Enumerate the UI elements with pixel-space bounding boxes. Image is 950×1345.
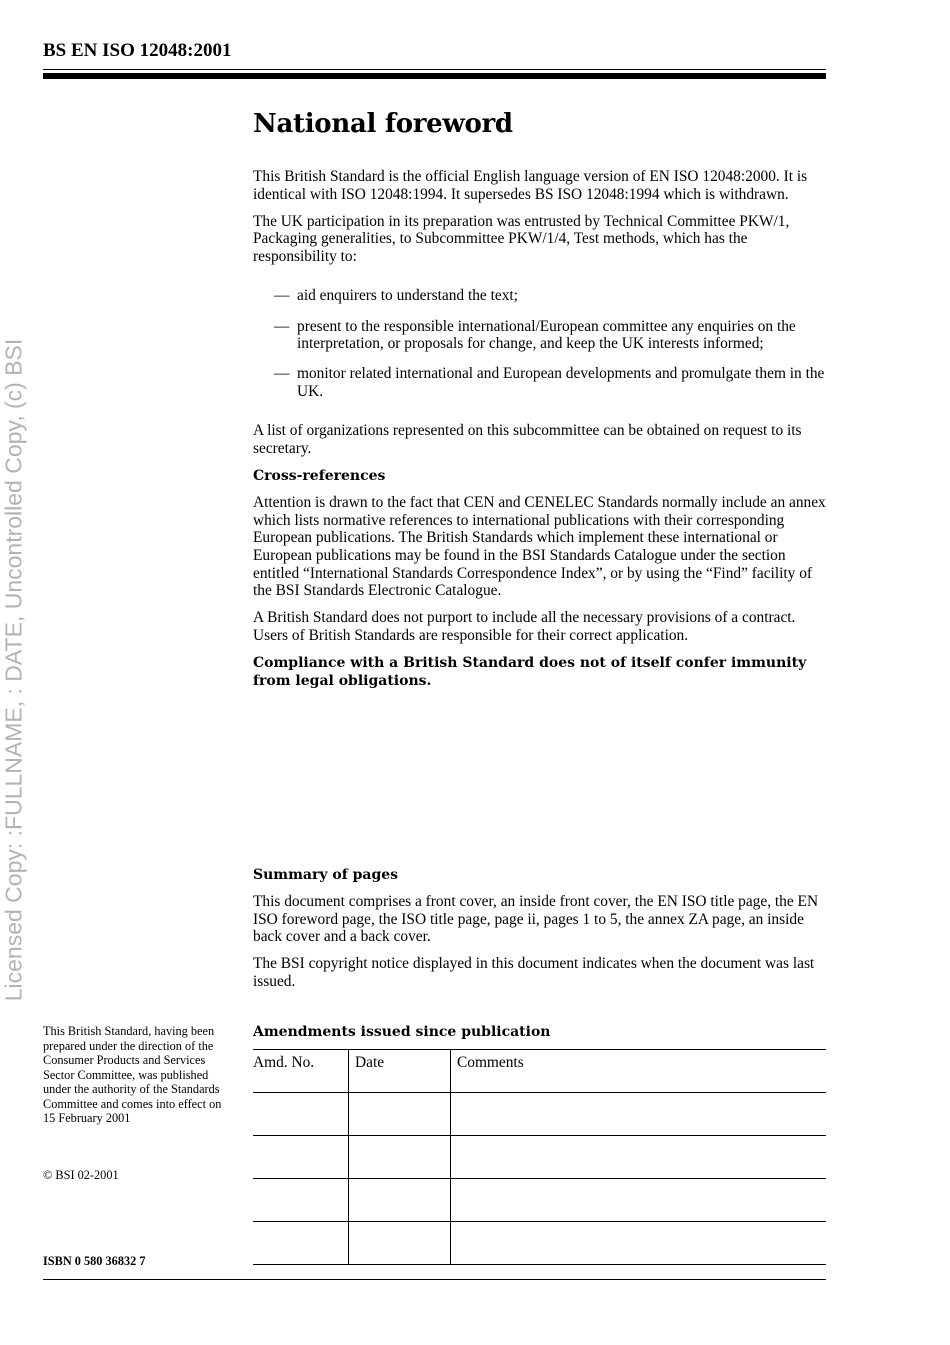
table-cell (349, 1222, 451, 1265)
table-cell (349, 1179, 451, 1222)
column-header-comments: Comments (451, 1050, 827, 1093)
table-cell (451, 1093, 827, 1136)
participation-paragraph: The UK participation in its preparation was entrusted by Technical Committee PKW/1, Packaging generalities, to Subcommittee PKW/1/4, Test methods, which has the responsibility to: (253, 212, 790, 265)
table-row (253, 1222, 826, 1265)
header-rule-thick (43, 73, 826, 79)
license-watermark: Licensed Copy: :FULLNAME, : DATE, Uncontrolled Copy, (c) BSI (0, 338, 27, 1002)
column-header-date: Date (349, 1050, 451, 1093)
table-cell (451, 1136, 827, 1179)
amendments-title: Amendments issued since publication (253, 1024, 551, 1040)
footer-rule (43, 1279, 826, 1280)
summary-heading: Summary of pages (253, 867, 399, 883)
table-cell (253, 1136, 349, 1179)
table-row (253, 1179, 826, 1222)
document-code: BS EN ISO 12048:2001 (43, 40, 232, 61)
table-cell (349, 1093, 451, 1136)
copyright-line: © BSI 02-2001 (43, 1168, 119, 1182)
cross-references-paragraph: Attention is drawn to the fact that CEN and CENELEC Standards normally include an annex which lists normative references to international publications with their corresponding European publications. The British Standards which implement these international or European publications may be found in the BSI Standards Catalogue under the section entitled “International Standards Correspondence Index”, or by using the “Find” facility of the BSI Standards Electronic Catalogue. (253, 494, 826, 600)
table-cell (349, 1136, 451, 1179)
responsibility-list (253, 287, 826, 400)
table-cell (451, 1179, 827, 1222)
organizations-paragraph: A list of organizations represented on this subcommittee can be obtained on request to its secretary. (253, 422, 802, 458)
summary-of-pages (253, 866, 826, 1000)
header-rule-thin (43, 69, 826, 70)
table-header-row (253, 1050, 826, 1093)
summary-paragraph: This document comprises a front cover, an inside front cover, the EN ISO title page, the EN ISO foreword page, the ISO title page, page ii, pages 1 to 5, the annex ZA page, an inside back cover and a back cover. (253, 893, 819, 946)
isbn: ISBN 0 580 36832 7 (43, 1254, 146, 1268)
table-cell (253, 1093, 349, 1136)
list-item: — aid enquirers to understand the text; (253, 287, 826, 305)
amendments-table (253, 1049, 826, 1265)
table-cell (253, 1179, 349, 1222)
intro-paragraph: This British Standard is the official English language version of EN ISO 12048:2000. It is identical with ISO 12048:1994. It supersedes BS ISO 12048:1994 which is withdrawn. (253, 168, 808, 203)
table-cell (253, 1222, 349, 1265)
list-item: — present to the responsible international/European committee any enquiries on the interpretation, or proposals for change, and keep the UK interests informed; (253, 318, 826, 353)
copyright-notice-paragraph: The BSI copyright notice displayed in this document indicates when the document was last issued. (253, 955, 815, 990)
contract-paragraph: A British Standard does not purport to include all the necessary provisions of a contract. Users of British Standards are responsible for their correct application. (253, 609, 796, 644)
column-header-amd-no: Amd. No. (253, 1050, 349, 1093)
cross-references-heading: Cross-references (253, 468, 386, 485)
national-foreword (253, 104, 826, 699)
table-row (253, 1093, 826, 1136)
publication-note: This British Standard, having been prepared under the direction of the Consumer Products and Services Sector Committee, was published under the authority of the Standards Committee and comes into effect on 15 February 2001 (43, 1024, 222, 1125)
table-row (253, 1136, 826, 1179)
list-item: — monitor related international and European developments and promulgate them in the UK. (253, 365, 826, 400)
page-title: National foreword (253, 109, 513, 139)
compliance-notice: Compliance with a British Standard does not of itself confer immunity from legal obligations. (253, 654, 807, 689)
table-cell (451, 1222, 827, 1265)
